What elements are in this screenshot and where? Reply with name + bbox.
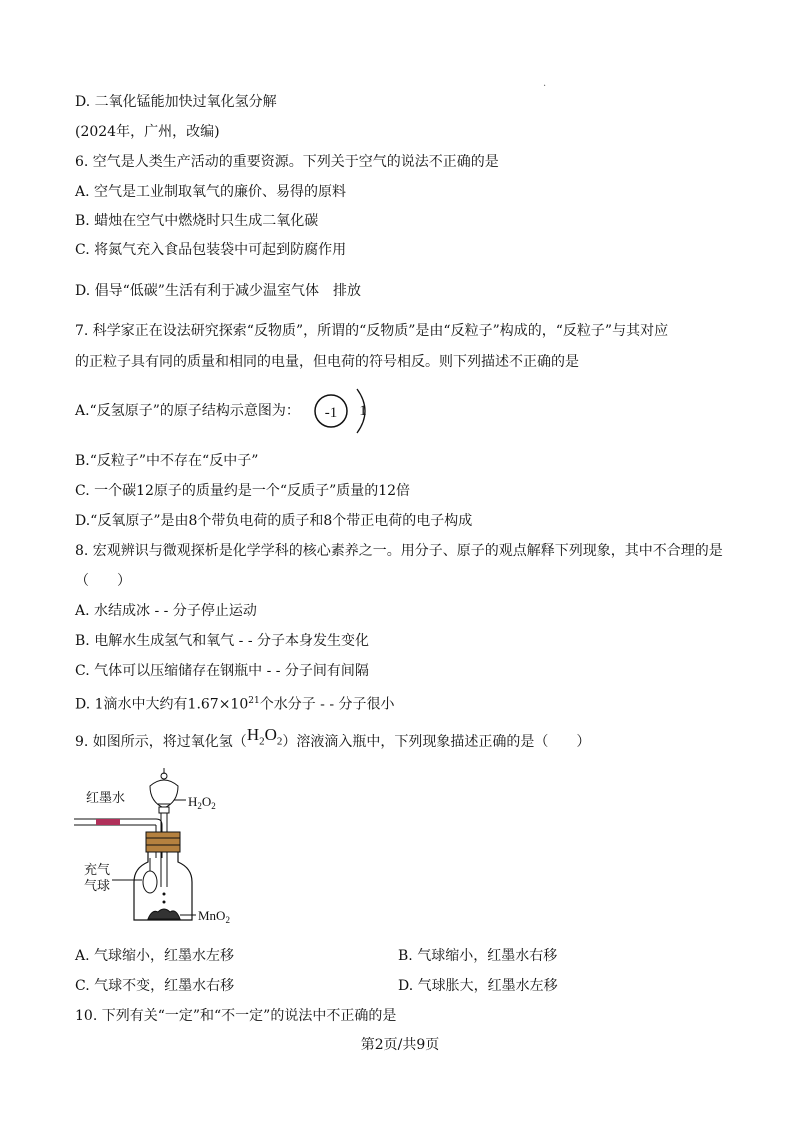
q6-option-b: B. 蜡烛在空气中燃烧时只生成二氧化碳 bbox=[75, 213, 319, 229]
q8-option-d bbox=[75, 691, 395, 715]
q8-option-a: A. 水结成冰 - - 分子停止运动 bbox=[75, 603, 257, 619]
q8-option-d-prefix: D. 1滴水中大约有1.67×10 bbox=[75, 696, 249, 713]
q5-option-d: D. 二氧化锰能加快过氧化氢分解 bbox=[75, 94, 277, 110]
atom-structure-diagram bbox=[313, 385, 373, 437]
page-footer: 第2页/共9页 bbox=[360, 1037, 440, 1053]
q6-option-d: D. 倡导“低碳”生活有利于减少温室气体 排放 bbox=[75, 283, 361, 299]
q8-option-d-exponent: 21 bbox=[248, 696, 260, 706]
q9-option-b: B. 气球缩小，红墨水右移 bbox=[398, 948, 558, 964]
stopper bbox=[146, 832, 180, 852]
red-ink-drop bbox=[96, 819, 120, 825]
q9-option-d: D. 气球胀大，红墨水左移 bbox=[398, 978, 558, 994]
label-mno2: MnO$_2$ bbox=[198, 908, 230, 925]
q9-option-a: A. 气球缩小，红墨水左移 bbox=[75, 948, 235, 964]
mno2-pile bbox=[148, 909, 180, 919]
q7-option-b: B.“反粒子”中不存在“反中子” bbox=[75, 453, 259, 469]
q7-option-d: D.“反氧原子”是由8个带负电荷的质子和8个带正电荷的电子构成 bbox=[75, 513, 473, 529]
q9-stem bbox=[75, 725, 591, 757]
q9-stem-suffix: ）溶液滴入瓶中，下列现象描述正确的是（ ） bbox=[282, 734, 591, 750]
q8-blank: （ ） bbox=[75, 573, 131, 589]
label-balloon-line1: 充气 bbox=[84, 862, 111, 877]
q7-option-c: C. 一个碳12原子的质量约是一个“反质子”质量的12倍 bbox=[75, 483, 411, 499]
atom-nucleus-charge: -1 bbox=[324, 405, 338, 421]
apparatus-figure bbox=[70, 762, 250, 932]
q7-stem-line1: 7. 科学家正在设法研究探索“反物质”，所谓的“反物质”是由“反粒子”构成的，“反粒子”与其对应 bbox=[75, 323, 669, 339]
q5-source: (2024年，广州，改编) bbox=[75, 124, 220, 140]
q7-option-a: A.“反氢原子”的原子结构示意图为： bbox=[75, 403, 300, 419]
q6-option-c: C. 将氮气充入食品包装袋中可起到防腐作用 bbox=[75, 242, 347, 258]
label-red-ink: 红墨水 bbox=[86, 790, 126, 805]
q6-stem: 6. 空气是人类生产活动的重要资源。下列关于空气的说法不正确的是 bbox=[75, 154, 499, 170]
q6-option-a: A. 空气是工业制取氧气的廉价、易得的原料 bbox=[75, 184, 347, 200]
q8-option-b: B. 电解水生成氢气和氧气 - - 分子本身发生变化 bbox=[75, 633, 369, 649]
q8-option-d-suffix: 个水分子 - - 分子很小 bbox=[259, 696, 395, 713]
label-h2o2: $H_2O_2$ bbox=[188, 794, 216, 811]
stray-dot: . bbox=[543, 78, 547, 89]
atom-shell-electrons: 1 bbox=[359, 403, 367, 419]
h2o2-formula: $H_2O_2$ bbox=[246, 725, 283, 748]
balloon bbox=[143, 871, 157, 893]
q7-stem-line2: 的正粒子具有同的质量和相同的电量，但电荷的符号相反。则下列描述不正确的是 bbox=[75, 354, 579, 370]
label-balloon-line2: 气球 bbox=[84, 878, 111, 893]
q9-stem-prefix: 9. 如图所示，将过氧化氢（ bbox=[75, 734, 247, 750]
q9-option-c: C. 气球不变，红墨水右移 bbox=[75, 978, 235, 994]
q8-option-c: C. 气体可以压缩储存在钢瓶中 - - 分子间有间隔 bbox=[75, 663, 369, 679]
q8-stem: 8. 宏观辨识与微观探析是化学学科的核心素养之一。用分子、原子的观点解释下列现象，其中不合理的是 bbox=[75, 543, 723, 559]
q10-stem: 10. 下列有关“一定”和“不一定”的说法中不正确的是 bbox=[75, 1008, 397, 1024]
